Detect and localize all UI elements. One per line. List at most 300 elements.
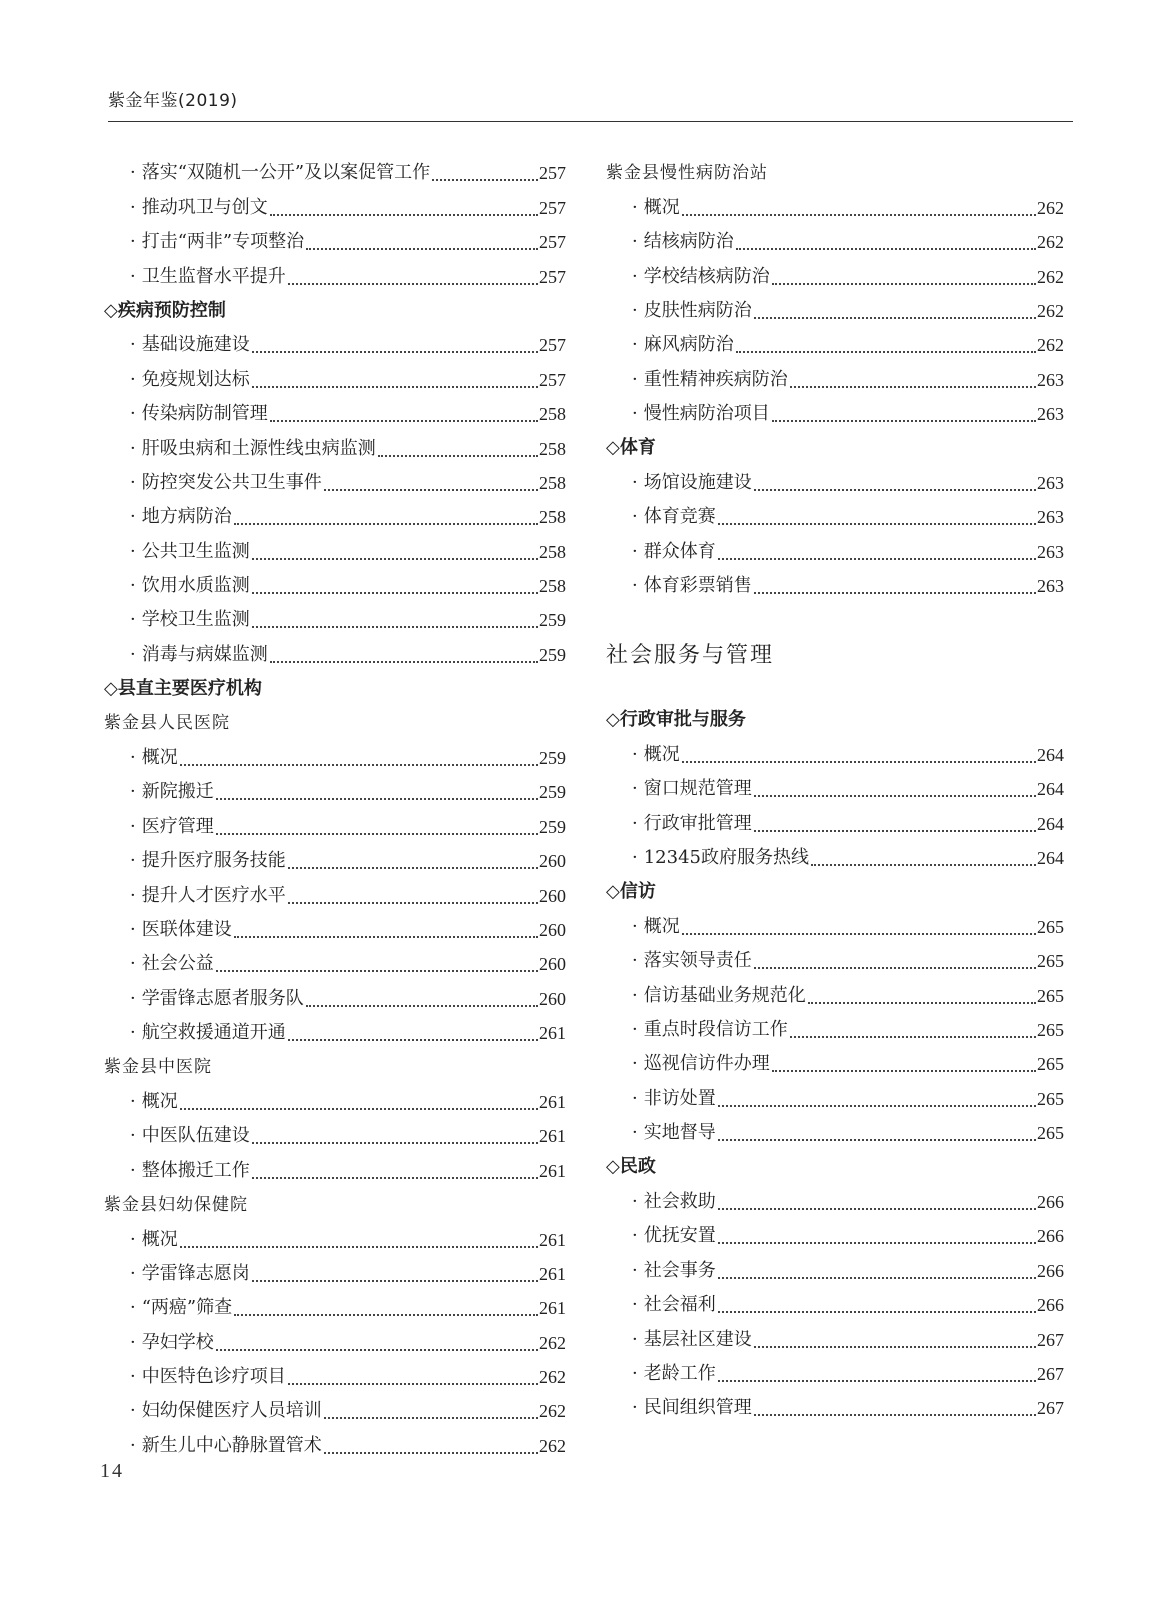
toc-entry[interactable] [104,466,566,500]
bullet-dot-icon: · [130,1125,136,1147]
toc-entry-label [130,397,268,431]
toc-subheading: 紫金县中医院 [104,1057,212,1078]
toc-entry[interactable] [606,1047,1064,1081]
toc-page-number: 262 [539,1332,566,1353]
toc-page-number: 261 [539,1126,566,1147]
toc-left-column [104,156,566,1463]
toc-entry[interactable] [104,1360,566,1394]
toc-entry-text: 优抚安置 [643,1225,716,1247]
toc-entry-text: 卫生监督水平提升 [141,265,286,287]
dot-leader [754,826,1036,832]
toc-page-number: 259 [539,644,566,665]
dot-leader [754,791,1036,797]
bullet-dot-icon: · [130,162,136,184]
toc-entry-label [632,944,752,978]
bullet-dot-icon: · [632,265,638,287]
toc-entry-label [130,260,286,294]
toc-page-number: 265 [1037,1054,1064,1075]
toc-entry-text: 体育彩票销售 [643,575,752,597]
toc-entry[interactable] [606,1116,1064,1150]
toc-entry-text: 新生儿中心静脉置管术 [141,1434,322,1456]
dot-leader [252,347,538,353]
toc-entry-text: 公共卫生监测 [141,540,250,562]
toc-entry[interactable] [104,1291,566,1325]
toc-page-number: 263 [1037,576,1064,597]
toc-page-number: 257 [539,266,566,287]
dot-leader [754,485,1036,491]
toc-section-heading: ◇体育 [606,437,656,459]
bullet-dot-icon: · [632,984,638,1006]
toc-page-number: 267 [1037,1398,1064,1419]
toc-entry-label [632,1047,770,1081]
toc-entry-text: 医联体建设 [141,918,232,940]
toc-entry-text: 航空救援通道开通 [141,1022,286,1044]
bullet-dot-icon: · [130,1090,136,1112]
dot-leader [180,1242,538,1248]
page-number: 14 [100,1460,124,1482]
toc-entry-label [130,775,214,809]
toc-entry[interactable] [606,190,1064,224]
dot-leader [252,588,538,594]
toc-entry[interactable] [104,259,566,293]
dot-leader [808,998,1036,1004]
toc-entry-text: 民间组织管理 [643,1397,752,1419]
bullet-dot-icon: · [632,196,638,218]
toc-entry-label [632,772,752,806]
toc-entry-label [130,810,214,844]
toc-entry-label [632,535,716,569]
toc-subheading: 紫金县妇幼保健院 [104,1194,248,1215]
toc-entry-text: 落实领导责任 [643,950,752,972]
toc-entry-label [632,1082,716,1116]
bullet-dot-icon: · [130,334,136,356]
toc-entry-text: 基础设施建设 [141,334,250,356]
toc-entry-text: 打击“两非”专项整治 [141,231,305,253]
toc-entry-text: 防控突发公共卫生事件 [141,471,322,493]
toc-entry[interactable] [104,1119,566,1153]
toc-section-heading: ◇民政 [606,1156,656,1178]
toc-entry[interactable] [606,362,1064,396]
toc-entry[interactable] [104,981,566,1015]
toc-page-number: 267 [1037,1329,1064,1350]
toc-page-number: 266 [1037,1260,1064,1281]
toc-page-number: 260 [539,919,566,940]
bullet-dot-icon: · [130,1366,136,1388]
toc-entry-text: 非访处置 [643,1087,716,1109]
toc-page-number: 265 [1037,1019,1064,1040]
toc-entry-label [130,1154,250,1188]
toc-entry-text: 提升人才医疗水平 [141,884,286,906]
toc-page-number: 260 [539,988,566,1009]
bullet-dot-icon: · [632,1087,638,1109]
dot-leader [754,1410,1036,1416]
dot-leader [288,898,538,904]
toc-entry[interactable] [606,806,1064,840]
toc-entry-label [130,191,268,225]
toc-entry[interactable] [606,500,1064,534]
toc-entry[interactable] [104,500,566,534]
toc-entry-text: 概况 [643,743,680,765]
toc-entry[interactable] [606,978,1064,1012]
dot-leader [718,519,1036,525]
toc-entry-label [632,260,770,294]
bullet-dot-icon: · [632,1259,638,1281]
toc-entry-text: 巡视信访件办理 [643,1053,770,1075]
toc-entry[interactable] [104,741,566,775]
toc-entry[interactable] [104,156,566,190]
toc-entry-text: 群众体育 [643,540,716,562]
dot-leader [718,1238,1036,1244]
dot-leader [718,1376,1036,1382]
bullet-dot-icon: · [632,1122,638,1144]
toc-chapter-heading: 社会服务与管理 [606,643,775,669]
toc-entry[interactable] [606,1013,1064,1047]
bullet-dot-icon: · [130,747,136,769]
bullet-dot-icon: · [130,265,136,287]
dot-leader [288,863,538,869]
dot-leader [772,279,1036,285]
toc-entry[interactable] [104,1222,566,1256]
bullet-dot-icon: · [130,1228,136,1250]
dot-leader [270,657,538,663]
toc-entry-label [130,1326,214,1360]
bullet-dot-icon: · [632,575,638,597]
toc-entry-text: 社会公益 [141,953,214,975]
bullet-dot-icon: · [130,403,136,425]
toc-entry-label [632,1116,716,1150]
toc-entry-text: 慢性病防治项目 [643,403,770,425]
toc-entry-text: 学校结核病防治 [643,265,770,287]
toc-entry[interactable] [606,569,1064,603]
toc-entry[interactable] [606,1357,1064,1391]
dot-leader [811,860,1036,866]
toc-entry-label [130,982,304,1016]
toc-entry[interactable] [104,190,566,224]
bullet-dot-icon: · [632,1362,638,1384]
toc-entry[interactable] [606,909,1064,943]
dot-leader [736,244,1036,250]
toc-entry[interactable] [104,1153,566,1187]
dot-leader [306,1001,538,1007]
bullet-dot-icon: · [130,953,136,975]
toc-entry-text: 学雷锋志愿岗 [141,1262,250,1284]
toc-page-number: 258 [539,576,566,597]
toc-section-heading: ◇疾病预防控制 [104,299,226,321]
toc-entry-label [632,328,734,362]
toc-page-number: 263 [1037,507,1064,528]
toc-entry-label [130,1016,286,1050]
toc-entry-label [130,844,286,878]
toc-entry[interactable] [606,944,1064,978]
toc-entry[interactable] [606,328,1064,362]
toc-page-number: 261 [539,1229,566,1250]
toc-entry[interactable] [104,431,566,465]
toc-entry-label [130,1291,232,1325]
toc-entry[interactable] [104,1428,566,1462]
dot-leader [754,588,1036,594]
toc-entry-text: 概况 [141,1228,178,1250]
dot-leader [288,1379,538,1385]
toc-entry[interactable] [104,569,566,603]
bullet-dot-icon: · [130,850,136,872]
toc-entry[interactable] [104,534,566,568]
toc-entry-text: 饮用水质监测 [141,575,250,597]
toc-entry-text: 提升医疗服务技能 [141,850,286,872]
bullet-dot-icon: · [632,1225,638,1247]
toc-entry-label [130,947,214,981]
toc-entry-label [130,535,250,569]
dot-leader [324,485,538,491]
toc-entry[interactable] [104,1085,566,1119]
toc-subheading: 紫金县慢性病防治站 [606,163,768,183]
toc-page-number: 258 [539,507,566,528]
toc-entry-label [130,913,232,947]
toc-entry[interactable] [104,913,566,947]
toc-entry-text: 概况 [141,1090,178,1112]
toc-entry-label [632,466,752,500]
toc-entry-text: 社会事务 [643,1259,716,1281]
bullet-dot-icon: · [130,437,136,459]
toc-entry-text: 概况 [643,196,680,218]
toc-page-number: 262 [539,1401,566,1422]
toc-entry[interactable] [606,1391,1064,1425]
toc-entry[interactable] [104,397,566,431]
toc-entry-text: 皮肤性病防治 [643,299,752,321]
bullet-dot-icon: · [632,540,638,562]
toc-page-number: 259 [539,610,566,631]
toc-entry-label [632,500,716,534]
dot-leader [252,1138,538,1144]
dot-leader [288,279,538,285]
toc-entry-label [632,294,752,328]
bullet-dot-icon: · [632,847,638,869]
dot-leader [252,622,538,628]
toc-entry-label [130,225,304,259]
toc-entry-label [130,1394,322,1428]
dot-leader [718,1273,1036,1279]
toc-entry-label [632,1323,752,1357]
toc-page-number: 265 [1037,1123,1064,1144]
bullet-dot-icon: · [632,743,638,765]
toc-entry[interactable] [606,534,1064,568]
toc-entry[interactable] [104,1016,566,1050]
toc-page-number: 257 [539,335,566,356]
bullet-dot-icon: · [130,1400,136,1422]
bullet-dot-icon: · [130,815,136,837]
dot-leader [324,1413,538,1419]
toc-entry-label [632,1185,716,1219]
bullet-dot-icon: · [632,368,638,390]
toc-page-number: 257 [539,163,566,184]
dot-leader [682,929,1036,935]
toc-entry[interactable] [104,878,566,912]
toc-entry-label [130,156,430,190]
toc-entry-label [130,1085,178,1119]
toc-entry-label [130,1223,178,1257]
bullet-dot-icon: · [130,987,136,1009]
toc-right-column [606,156,1064,1425]
toc-entry[interactable] [606,1253,1064,1287]
dot-leader [252,382,538,388]
dot-leader [216,966,538,972]
toc-entry-text: 概况 [643,915,680,937]
toc-entry-label [130,328,250,362]
toc-page-number: 262 [539,1435,566,1456]
toc-entry[interactable] [606,259,1064,293]
toc-entry-label [632,910,680,944]
bullet-dot-icon: · [632,334,638,356]
toc-entry[interactable] [104,362,566,396]
bullet-dot-icon: · [130,471,136,493]
toc-entry-text: 概况 [141,747,178,769]
dot-leader [270,210,538,216]
toc-page-number: 264 [1037,848,1064,869]
toc-entry[interactable] [104,328,566,362]
dot-leader [682,757,1036,763]
bullet-dot-icon: · [130,231,136,253]
toc-entry-label [632,397,770,431]
toc-entry-label [130,432,376,466]
bullet-dot-icon: · [130,1331,136,1353]
dot-leader [234,932,538,938]
bullet-dot-icon: · [632,915,638,937]
toc-page-number: 260 [539,885,566,906]
bullet-dot-icon: · [130,884,136,906]
toc-entry[interactable] [606,225,1064,259]
toc-entry-text: 学雷锋志愿者服务队 [141,987,304,1009]
toc-entry-label [130,466,322,500]
dot-leader [234,1310,538,1316]
toc-page-number: 261 [539,1023,566,1044]
bullet-dot-icon: · [632,1053,638,1075]
toc-entry-text: 基层社区建设 [643,1328,752,1350]
toc-entry[interactable] [606,466,1064,500]
toc-page-number: 266 [1037,1191,1064,1212]
toc-entry-label [632,1013,788,1047]
toc-entry-label [130,569,250,603]
toc-entry[interactable] [606,1185,1064,1219]
bullet-dot-icon: · [632,231,638,253]
toc-entry[interactable] [606,294,1064,328]
dot-leader [736,347,1036,353]
toc-entry-text: 新院搬迁 [141,781,214,803]
dot-leader [324,1448,538,1454]
toc-page-number: 265 [1037,985,1064,1006]
toc-entry-label [632,363,788,397]
toc-entry[interactable] [104,1257,566,1291]
toc-entry-text: 传染病防制管理 [141,403,268,425]
bullet-dot-icon: · [632,403,638,425]
toc-entry-label [632,738,680,772]
toc-entry[interactable] [104,1325,566,1359]
toc-section-heading: ◇行政审批与服务 [606,709,746,731]
toc-entry[interactable] [606,1322,1064,1356]
toc-entry-text: 医疗管理 [141,815,214,837]
toc-entry-text: 老龄工作 [643,1362,716,1384]
toc-entry[interactable] [606,397,1064,431]
bullet-dot-icon: · [632,812,638,834]
toc-entry-text: 中医队伍建设 [141,1125,250,1147]
toc-entry-label [130,1429,322,1463]
toc-entry-text: 地方病防治 [141,506,232,528]
toc-entry[interactable] [606,1219,1064,1253]
toc-entry[interactable] [104,775,566,809]
toc-page-number: 260 [539,851,566,872]
toc-entry[interactable] [104,225,566,259]
toc-page-number: 267 [1037,1363,1064,1384]
dot-leader [718,1204,1036,1210]
toc-entry-text: 推动巩卫与创文 [141,196,268,218]
bullet-dot-icon: · [632,778,638,800]
toc-page-number: 259 [539,782,566,803]
dot-leader [306,244,538,250]
toc-entry-label [130,741,178,775]
toc-page-number: 261 [539,1091,566,1112]
toc-entry[interactable] [104,603,566,637]
bullet-dot-icon: · [130,1297,136,1319]
toc-page-number: 257 [539,369,566,390]
toc-entry-text: 社会福利 [643,1294,716,1316]
toc-entry[interactable] [606,772,1064,806]
toc-page-number: 258 [539,404,566,425]
toc-entry[interactable] [104,844,566,878]
toc-entry-text: “两癌”筛查 [141,1297,233,1319]
toc-page-number: 257 [539,232,566,253]
toc-page-number: 262 [1037,335,1064,356]
bullet-dot-icon: · [130,918,136,940]
toc-entry-label [130,1119,250,1153]
toc-entry[interactable] [606,737,1064,771]
toc-entry[interactable] [606,1081,1064,1115]
bullet-dot-icon: · [632,471,638,493]
toc-entry-text: 麻风病防治 [643,334,734,356]
bullet-dot-icon: · [130,506,136,528]
toc-entry-text: 整体搬迁工作 [141,1159,250,1181]
toc-entry-text: 场馆设施建设 [643,471,752,493]
toc-page-number: 261 [539,1263,566,1284]
bullet-dot-icon: · [130,643,136,665]
toc-entry[interactable] [104,809,566,843]
toc-entry-label [632,569,752,603]
toc-entry-label [632,1391,752,1425]
toc-page-number: 263 [1037,369,1064,390]
toc-page-number: 258 [539,438,566,459]
toc-section-heading: ◇信访 [606,881,656,903]
bullet-dot-icon: · [130,609,136,631]
dot-leader [772,1066,1036,1072]
toc-page-number: 264 [1037,744,1064,765]
toc-page-number: 264 [1037,813,1064,834]
bullet-dot-icon: · [130,540,136,562]
dot-leader [216,794,538,800]
toc-entry[interactable] [606,1288,1064,1322]
toc-entry-text: 肝吸虫病和土源性线虫病监测 [141,437,376,459]
header-divider [108,121,1073,122]
toc-entry-text: 免疫规划达标 [141,368,250,390]
toc-entry[interactable] [104,637,566,671]
toc-page-number: 258 [539,541,566,562]
toc-entry-label [632,841,809,875]
toc-page-number: 262 [1037,197,1064,218]
toc-entry[interactable] [104,947,566,981]
toc-page-number: 259 [539,816,566,837]
dot-leader [754,1342,1036,1348]
bullet-dot-icon: · [130,196,136,218]
dot-leader [754,313,1036,319]
dot-leader [754,963,1036,969]
toc-entry[interactable] [606,841,1064,875]
toc-entry[interactable] [104,1394,566,1428]
